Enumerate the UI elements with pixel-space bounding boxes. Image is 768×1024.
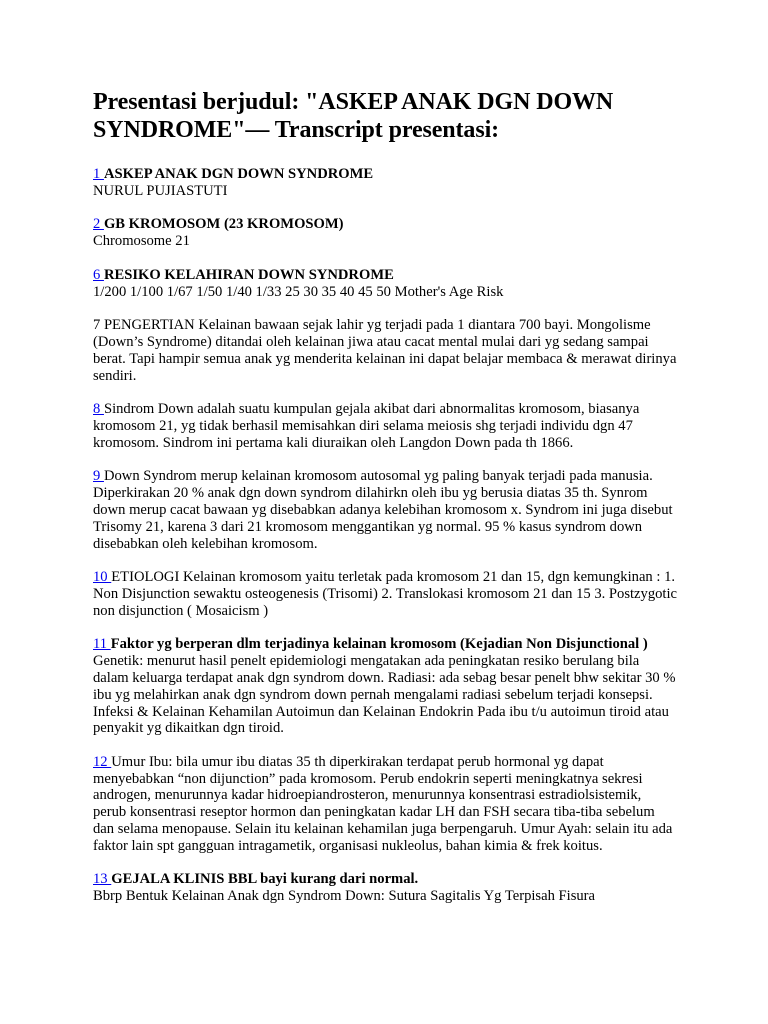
slide-text: Down Syndrom merup kelainan kromosom autosomal yg paling banyak terjadi pada manusia. Diperkirakan 20 % anak dgn down syndrom dilahirkn oleh ibu yg berusia diatas 35 th. Synrom down merup cacat bawaan yg disebabkan adanya kelebihan kromosom x. Syndrom ini juga disebut Trisomy 21, karena 3 dari 21 kromosom menggantikan yg normal. 95 % kasus syndrom down disebabkan oleh kelebihan kromosom. [93,468,673,552]
slide-link-9[interactable]: 9 [93,468,104,485]
slide-link-13[interactable]: 13 [93,871,112,888]
slide-link-6[interactable]: 6 [93,266,104,283]
slide-8 [93,401,678,451]
slide-body: Chromosome 21 [93,233,190,250]
slide-11 [93,636,678,737]
slide-heading: ASKEP ANAK DGN DOWN SYNDROME [103,166,374,182]
slide-6 [93,267,678,301]
slide-13 [93,871,678,905]
slide-text: 7 PENGERTIAN Kelainan bawaan sejak lahir yg terjadi pada 1 diantara 700 bayi. Mongolisme (Down’s Syndrome) ditandai oleh kelainan jiwa atau cacat mental mulai dari yg sedang sampai berat. Tapi hampir semua anak yg menderita kelainan ini dapat belajar membaca & merawat dirinya sendiri. [93,317,677,384]
slide-link-11[interactable]: 11 [93,636,111,653]
slide-link-10[interactable]: 10 [93,569,112,586]
slide-body: 1/200 1/100 1/67 1/50 1/40 1/33 25 30 35 40 45 50 Mother's Age Risk [93,283,504,300]
slide-link-2[interactable]: 2 [93,216,104,233]
slide-body: Bbrp Bentuk Kelainan Anak dgn Syndrom Down: Sutura Sagitalis Yg Terpisah Fisura [93,888,596,905]
slide-text: Umur Ibu: bila umur ibu diatas 35 th diperkirakan terdapat perub hormonal yg dapat menyebabkan “non dijunction” pada kromosom. Perub endokrin seperti meningkatnya sekresi androgen, menurunnya kadar hidroepiandrosteron, menurunnya konsentrasi estradiolsistemik, perub konsentrasi reseptor hormon dan peningkatan kadar LH dan FSH secara tiba-tiba sebelum dan selama menopause. Selain itu kelainan kehamilan juga berpengaruh. Umur Ayah: selain itu ada faktor lain spt gangguan intragametik, organisasi nukleolus, bahan kimia & frek koitus. [93,753,673,854]
slide-body: Genetik: menurut hasil penelt epidemiologi mengatakan ada peningkatan resiko berulang bila dalam keluarga terdapat anak dgn syndrom down. Radiasi: ada sebag besar penelt bhw sekitar 30 % ibu yg melahirkan anak dgn syndrom down pernah mengalami radiasi sebelum terjadi konsepsi. Infeksi & Kelainan Kehamilan Autoimun dan Kelainan Endokrin Pada ibu t/u autoimun tiroid atau penyakit yg dikaitkan dgn tiroid. [93,653,676,737]
slide-heading: GEJALA KLINIS BBL bayi kurang dari normal. [111,871,419,888]
slide-link-12[interactable]: 12 [93,753,112,770]
slide-9 [93,468,678,552]
slide-text: ETIOLOGI Kelainan kromosom yaitu terletak pada kromosom 21 dan 15, dgn kemungkinan : 1. Non Disjunction sewaktu osteogenesis (Trisomi) 2. Translokasi kromosom 21 dan 15 3. Postzygotic non disjunction ( Mosaicism ) [93,569,678,619]
slide-text: Sindrom Down adalah suatu kumpulan gejala akibat dari abnormalitas kromosom, biasanya kromosom 21, yg tidak berhasil memisahkan diri selama meiosis shg terjadi individu dgn 47 kromosom. Sindrom ini pertama kali diuraikan oleh Langdon Down pada th 1866. [93,401,640,451]
slide-12 [93,754,678,855]
slide-body: NURUL PUJIASTUTI [93,182,228,199]
slide-heading: RESIKO KELAHIRAN DOWN SYNDROME [103,266,394,283]
slide-7 [93,317,678,384]
slide-10 [93,569,678,619]
slide-2 [93,216,678,250]
slide-link-1[interactable]: 1 [93,166,104,182]
slide-link-8[interactable]: 8 [93,401,104,418]
slide-1 [93,166,678,200]
page-title: Presentasi berjudul: "ASKEP ANAK DGN DOWN SYNDROME"— Transcript presentasi: [93,89,614,143]
slide-heading: Faktor yg berperan dlm terjadinya kelainan kromosom (Kejadian Non Disjunctional ) [110,636,648,653]
slide-heading: GB KROMOSOM (23 KROMOSOM) [103,216,344,233]
